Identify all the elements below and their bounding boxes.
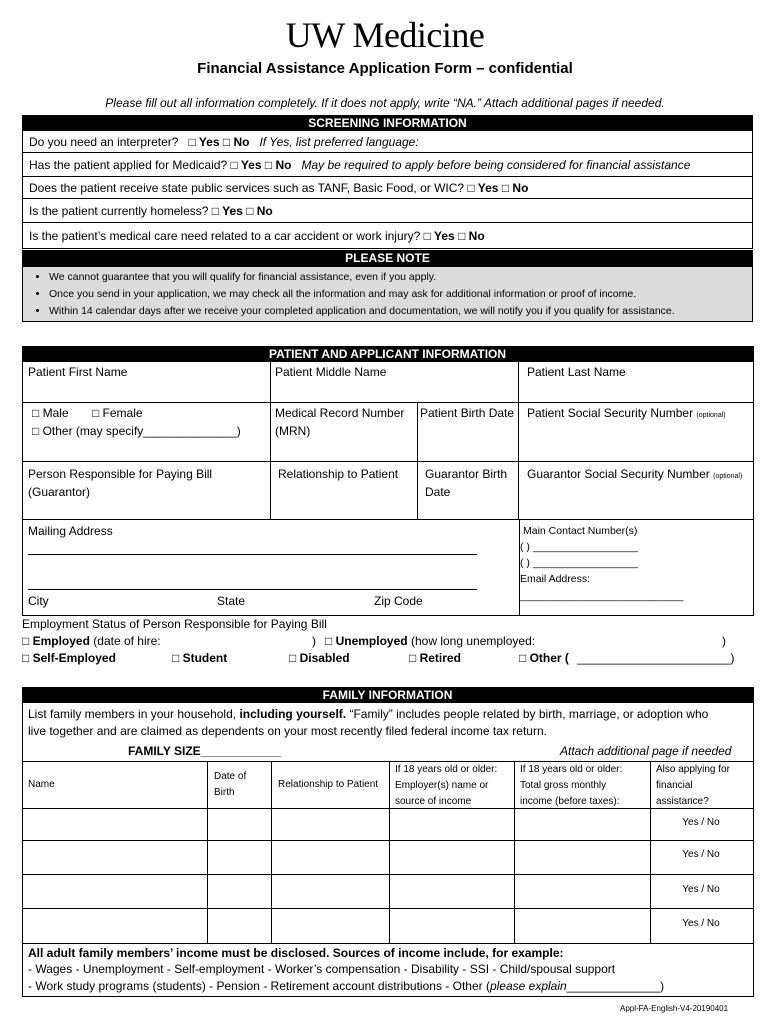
public-services-no-checkbox[interactable]: □ No: [501, 181, 529, 195]
col-dob-sub: Birth: [214, 787, 235, 798]
first-name-label: Patient First Name: [28, 365, 128, 379]
col-employer-sub2: source of income: [395, 796, 472, 807]
medicaid-yes-checkbox[interactable]: □ Yes: [230, 158, 262, 172]
email-label: Email Address:: [520, 573, 591, 585]
city-label: City: [28, 594, 49, 608]
instructions: Please fill out all information completely. If it does not apply, write “NA.” Attach additional pages if needed.: [105, 96, 665, 110]
form-title: Financial Assistance Application Form – confidential: [197, 60, 573, 77]
other-gender-blank[interactable]: ______________): [143, 424, 241, 438]
male-checkbox[interactable]: □ Male: [32, 406, 69, 420]
interpreter-yes-checkbox[interactable]: □ Yes: [188, 135, 220, 149]
family-info-header: FAMILY INFORMATION: [22, 687, 753, 703]
mrn-label-sub: (MRN): [275, 424, 311, 438]
homeless-row: Is the patient currently homeless? □ Yes □ No: [22, 199, 753, 223]
accident-row: Is the patient’s medical care need related to a car accident or work injury? □ Yes □ No: [22, 223, 753, 249]
yes-no-option-row-2[interactable]: Yes / No: [682, 849, 720, 860]
homeless-yes-checkbox[interactable]: □ Yes: [211, 204, 243, 218]
state-label: State: [217, 594, 246, 608]
employed-checkbox[interactable]: □ Employed: [22, 634, 90, 648]
retired-checkbox[interactable]: □ Retired: [409, 651, 461, 665]
col-income-sub: Total gross monthly: [520, 780, 607, 791]
female-checkbox[interactable]: □ Female: [91, 406, 143, 420]
family-description-1: List family members in your household, including yourself. “Family” includes people related by birth, marriage, or adoption who: [28, 707, 709, 721]
last-name-label: Patient Last Name: [527, 365, 626, 379]
self-employed-checkbox[interactable]: □ Self-Employed: [22, 651, 116, 665]
employment-title: Employment Status of Person Responsible for Paying Bill: [22, 617, 327, 631]
accident-yes-checkbox[interactable]: □ Yes: [423, 229, 455, 243]
income-sources-2: - Work study programs (students) - Pension - Retirement account distributions - Other (please explain______________): [28, 979, 665, 993]
employment-row-1: □ Employed (date of hire: ) □ Unemployed (how long unemployed: ): [22, 634, 726, 648]
birth-date-label: Patient Birth Date: [420, 406, 515, 420]
medicaid-no-checkbox[interactable]: □ No: [264, 158, 292, 172]
col-applying-sub2: assistance?: [656, 796, 709, 807]
public-services-yes-checkbox[interactable]: □ Yes: [467, 181, 499, 195]
mailing-address-label: Mailing Address: [28, 524, 113, 538]
col-income: If 18 years old or older:: [520, 764, 623, 775]
middle-name-label: Patient Middle Name: [275, 365, 387, 379]
income-heading: All adult family members’ income must be disclosed. Sources of income include, for example:: [28, 946, 564, 960]
patient-info-header: PATIENT AND APPLICANT INFORMATION: [22, 346, 753, 362]
family-size-label: FAMILY SIZE: [128, 744, 201, 758]
family-size-field[interactable]: ____________: [200, 744, 281, 758]
email-line[interactable]: ____________________________: [520, 590, 684, 602]
guarantor-label-sub: (Guarantor): [28, 485, 91, 499]
unemployed-checkbox[interactable]: □ Unemployed: [325, 634, 408, 648]
interpreter-no-checkbox[interactable]: □ No: [222, 135, 250, 149]
student-checkbox[interactable]: □ Student: [172, 651, 228, 665]
please-note-box: [22, 266, 753, 322]
yes-no-option-row-1[interactable]: Yes / No: [682, 817, 720, 828]
form-code: Appl-FA-English-V4-20190401: [620, 1004, 729, 1013]
relationship-label: Relationship to Patient: [278, 467, 399, 481]
note-item: • Within 14 calendar days after we receive your completed application and documentation, we will notify you if you qualify for assistance.: [49, 303, 752, 320]
note-item: • We cannot guarantee that you will qualify for financial assistance, even if you apply.: [49, 269, 752, 286]
mrn-label: Medical Record Number: [275, 406, 405, 420]
guarantor-ssn-label: Guarantor Social Security Number (optional): [527, 467, 743, 481]
col-income-sub2: income (before taxes):: [520, 796, 620, 807]
yes-no-option-row-3[interactable]: Yes / No: [682, 884, 720, 895]
col-applying: Also applying for: [656, 764, 730, 775]
accident-no-checkbox[interactable]: □ No: [458, 229, 485, 243]
income-sources-1: - Wages - Unemployment - Self-employment - Worker’s compensation - Disability - SSI - Child/spousal support: [28, 962, 616, 976]
contact-number-label: Main Contact Number(s): [523, 525, 638, 537]
employment-row-2: [22, 651, 753, 669]
col-applying-sub: financial: [656, 780, 693, 791]
medicaid-row: Has the patient applied for Medicaid? □ Yes □ No May be required to apply before being considered for financial assistance: [22, 153, 753, 177]
col-dob: Date of: [214, 771, 247, 782]
other-income-blank[interactable]: ______________): [566, 979, 665, 993]
address-line-1[interactable]: [28, 554, 477, 555]
public-services-row: Does the patient receive state public services such as TANF, Basic Food, or WIC? □ Yes □ No: [22, 177, 753, 199]
optional-note: (optional): [696, 412, 726, 419]
guarantor-birth-label-sub: Date: [425, 485, 451, 499]
address-line-2[interactable]: [28, 589, 477, 590]
ssn-label: Patient Social Security Number (optional): [527, 406, 726, 420]
interpreter-row: Do you need an interpreter? □ Yes □ No If Yes, list preferred language:: [22, 131, 753, 153]
other-employment-checkbox[interactable]: □ Other (: [519, 651, 569, 665]
family-description-2: live together and are claimed as dependents on your most recently filed federal income tax return.: [28, 724, 547, 738]
other-gender-checkbox[interactable]: □ Other (may specify: [32, 424, 144, 438]
phone-line-1[interactable]: ( ) __________________: [520, 541, 638, 553]
attach-page-note: Attach additional page if needed: [560, 744, 732, 758]
phone-line-2[interactable]: ( ) __________________: [520, 557, 638, 569]
col-name: Name: [28, 779, 55, 790]
guarantor-birth-label: Guarantor Birth: [425, 467, 508, 481]
zip-label: Zip Code: [374, 594, 423, 608]
homeless-no-checkbox[interactable]: □ No: [246, 204, 273, 218]
note-item: • Once you send in your application, we may check all the information and may ask for additional information or proof of income.: [49, 286, 752, 303]
disabled-checkbox[interactable]: □ Disabled: [289, 651, 350, 665]
uw-medicine-logo: UW Medicine: [285, 15, 485, 55]
screening-header: SCREENING INFORMATION: [22, 115, 753, 131]
col-employer: If 18 years old or older:: [395, 764, 498, 775]
guarantor-label: Person Responsible for Paying Bill: [28, 467, 213, 481]
please-note-header: PLEASE NOTE: [22, 250, 753, 266]
yes-no-option-row-4[interactable]: Yes / No: [682, 918, 720, 929]
other-employment-blank[interactable]: _______________________): [577, 651, 735, 665]
col-relationship: Relationship to Patient: [278, 779, 379, 790]
col-employer-sub: Employer(s) name or: [395, 780, 489, 791]
